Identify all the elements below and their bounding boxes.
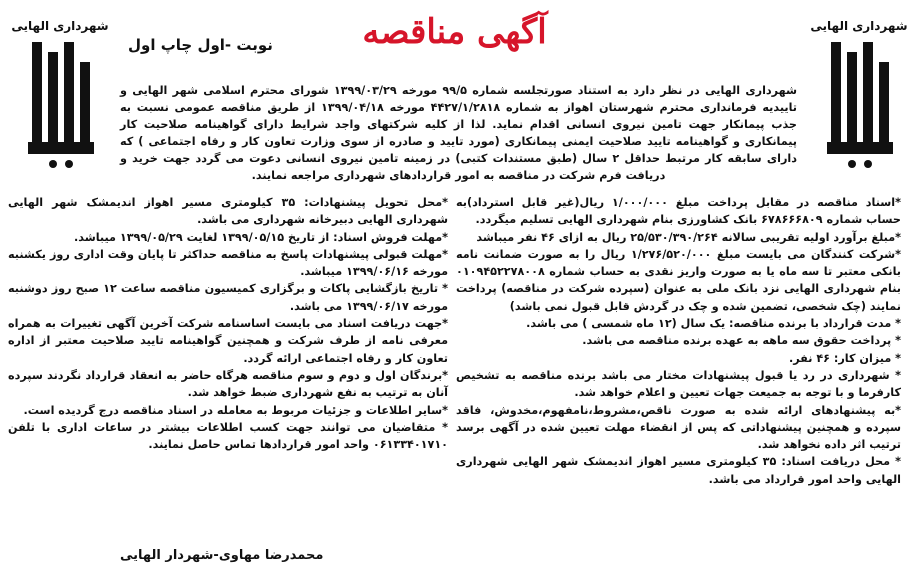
condition-item: *شرکت کنندگان می بایست مبلغ ۱/۲۷۶/۵۲۰/۰۰۰ ریال را به صورت ضمانت نامه بانکی معتبر تا سه ماه یا به صورت واریز نقدی به حساب شماره ۰۱۰۹۴۵۲۲۷۸۰۰۸ بنام شهرداری الهایی نزد بانک ملی به عنوان (سپرده شرکت در مناقصه) پرداخت نمایند (چک شخصی، تضمین شده و چک در گردش قابل قبول نمی باشد) <box>456 247 901 313</box>
conditions-column-left <box>8 194 448 453</box>
intro-paragraph: شهرداری الهایی در نظر دارد به استناد صورتجلسه شماره ۹۹/۵ مورخه ۱۳۹۹/۰۳/۲۹ شورای محترم اسلامی شهر الهایی و تاییدیه فرمانداری محترم شهرستان اهواز به شماره ۴۴۲۷/۱/۲۸۱۸ مورخه ۱۳۹۹/۰۴/۱۸ از طریق مناقصه عمومی نسبت به جذب پیمانکار جهت تامین نیروی انسانی اقدام نماید. لذا از کلیه شرکتهای واجد شرایط دارای گواهینامه صلاحیت کار پیمانکاری و گواهینامه تایید صلاحیت ایمنی پیمانکاری (مورد تایید و صادره از سوی وزارت تعاون کار و رفاه اجتماعی ) که دارای سابقه کار مرتبط حداقل ۲ سال (طبق مستندات کتبی) در زمینه تامین نیروی انسانی دعوت می گردد جهت خرید و دریافت فرم شرکت در مناقصه به امور قراردادهای شهرداری مراجعه نمایند. <box>120 84 797 182</box>
condition-item: * محل دریافت اسناد: ۳۵ کیلومتری مسیر اهواز اندیمشک شهر الهایی شهرداری الهایی واحد امور قرارداد می باشد. <box>456 455 901 486</box>
condition-item: * تاریخ بازگشایی پاکات و برگزاری کمیسیون مناقصه ساعت ۱۲ صبح روز دوشنبه مورخه ۱۳۹۹/۰۶/۱۷ می باشد. <box>8 282 448 313</box>
condition-item: *سایر اطلاعات و جزئیات مربوط به معامله در اسناد مناقصه درج گردیده است. <box>23 403 448 417</box>
condition-item: *اسناد مناقصه در مقابل پرداخت مبلغ ۱/۰۰۰/۰۰۰ ریال(غیر قابل استرداد)به حساب شماره ۶۷۸۶۶۶۸۰۹ بانک کشاورزی بنام شهرداری الهایی تسلیم میگردد. <box>456 196 901 227</box>
condition-item: * پرداخت حقوق سه ماهه به عهده برنده مناقصه می باشد. <box>582 334 901 348</box>
condition-item: *محل تحویل پیشنهادات: ۳۵ کیلومتری مسیر اهواز اندیمشک شهر الهایی شهرداری الهایی دبیرخانه شهرداری می باشد. <box>8 196 448 227</box>
mayor-signature: محمدرضا مهاوی-شهردار الهایی <box>120 548 324 563</box>
logo-text-left: شهرداری الهایی <box>11 19 109 33</box>
publication-round: نوبت -اول چاپ اول <box>128 36 273 54</box>
condition-item: *برندگان اول و دوم و سوم مناقصه هرگاه حاضر به انعقاد قرارداد نگردند سپرده آنان به ترتیب به نفع شهرداری ضبط خواهد شد. <box>8 368 448 400</box>
condition-item: * شهرداری در رد یا قبول پیشنهادات مختار می باشد برنده مناقصه به تشخیص کارفرما و با توجه به جمیعت جهات تعیین و اعلام خواهد شد. <box>456 368 901 400</box>
condition-item: *مبلغ برآورد اولیه تقریبی سالانه ۲۵/۵۳۰/۳۹۰/۲۶۴ ریال به ازای ۴۶ نفر میباشد <box>476 230 901 244</box>
logo-text-right: شهرداری الهایی <box>810 19 908 33</box>
condition-item: *جهت دریافت اسناد می بایست اساسنامه شرکت آخرین آگهی تغییرات به همراه معرفی نامه از طرف شرکت و همچنین گواهینامه تایید صلاحیت معتبر از اداره تعاون کار و رفاه اجتماعی ارائه گردد. <box>8 317 448 365</box>
condition-item: *به پیشنهادهای ارائه شده به صورت ناقص،مشروط،نامفهوم،مخدوش، فاقد سپرده و همچنین پیشنهاداتی که پس از انقضاء مهلت تعیین شده در آگهی برسد ترتیب اثر داده نخواهد شد. <box>456 403 901 452</box>
condition-item: * متقاضیان می توانند جهت کسب اطلاعات بیشتر در ساعات اداری با تلفن ۰۶۱۳۳۴۰۱۷۱۰ واحد امور قراردادها تماس حاصل نمایند. <box>8 420 448 452</box>
condition-item: * میزان کار: ۴۶ نفر. <box>788 351 901 365</box>
condition-item: * مدت قرارداد با برنده مناقصه: یک سال (۱۲ ماه شمسی ) می باشد. <box>526 317 901 331</box>
condition-item: *مهلت قبولی پیشنهادات پاسخ به مناقصه حداکثر تا پایان وقت اداری روز یکشنبه مورخه ۱۳۹۹/۰۶/۱۶ میباشد. <box>8 247 448 279</box>
condition-item: *مهلت فروش اسناد: از تاریخ ۱۳۹۹/۰۵/۱۵ لغایت ۱۳۹۹/۰۵/۲۹ میباشد. <box>74 230 448 244</box>
notice-title: آگهی مناقصه <box>362 12 547 52</box>
conditions-column-right <box>456 194 901 488</box>
